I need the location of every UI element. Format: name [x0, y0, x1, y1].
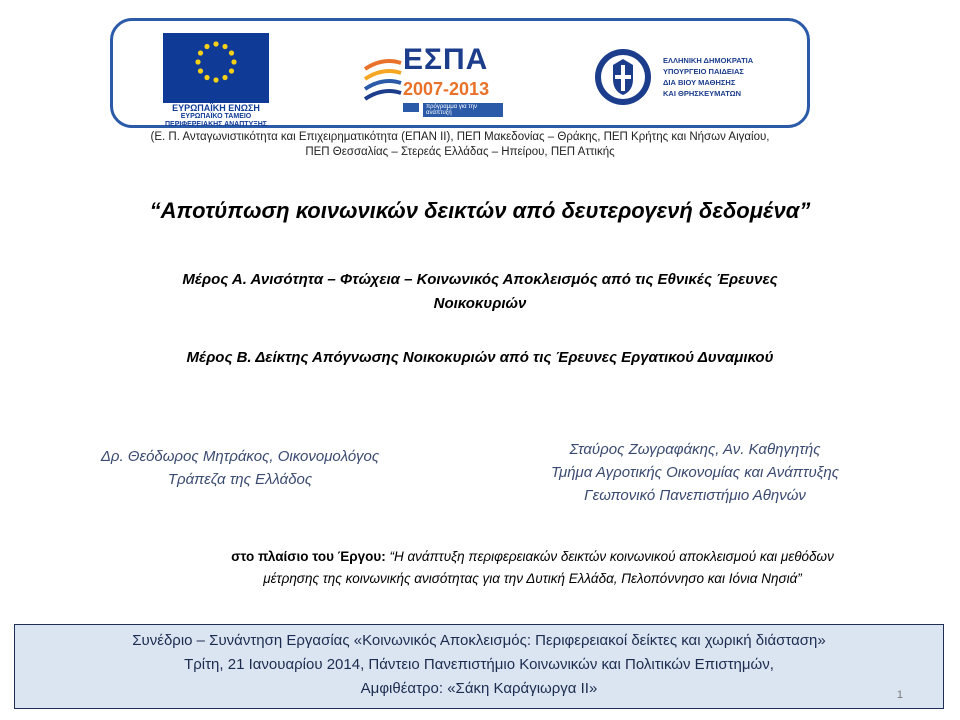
project-context: [120, 546, 945, 590]
author-left-org: Τράπεζα της Ελλάδος: [167, 471, 313, 488]
author-left: [40, 445, 440, 491]
eu-label: ΕΥΡΩΠΑΪΚΗ ΕΝΩΣΗ: [172, 103, 260, 113]
presentation-title: “Αποτύπωση κοινωνικών δεικτών από δευτερογενή δεδομένα”: [149, 198, 811, 223]
programs-line1: (Ε. Π. Ανταγωνιστικότητα και Επιχειρηματικότητα (ΕΠΑΝ ΙΙ), ΠΕΠ Μακεδονίας – Θράκης, ΠΕΠ Κρήτης και Νήσων Αιγαίου,: [150, 131, 770, 143]
espa-years: 2007-2013: [403, 79, 490, 99]
espa-logo: [363, 39, 503, 119]
conference-footer: [14, 624, 944, 709]
espa-tagline: πρόγραμμα για την ανάπτυξη: [423, 103, 503, 117]
context-line2: μέτρησης της κοινωνικής ανισότητας για την Δυτική Ελλάδα, Πελοπόννησο και Ιόνια Νησιά”: [263, 571, 802, 586]
part-b-heading: Μέρος Β. Δείκτης Απόγνωσης Νοικοκυριών από τις Έρευνες Εργατικού Δυναμικού: [186, 349, 774, 366]
programs-line2: ΠΕΠ Θεσσαλίας – Στερεάς Ελλάδας – Ηπείρου, ΠΕΠ Αττικής: [305, 146, 615, 158]
ministry-name: [663, 55, 803, 99]
page-number: 1: [896, 689, 903, 701]
eu-logo-text: [153, 103, 279, 129]
author-left-name: Δρ. Θεόδωρος Μητράκος, Οικονομολόγος: [100, 448, 380, 465]
programs-list: [110, 130, 810, 160]
eu-fund2: ΠΕΡΙΦΕΡΕΙΑΚΗΣ ΑΝΑΠΤΥΞΗΣ: [164, 121, 267, 128]
context-lead: στο πλαίσιο του Έργου:: [231, 549, 386, 564]
part-a-line1: Μέρος Α. Ανισότητα – Φτώχεια – Κοινωνικός Αποκλεισμός από τις Εθνικές Έρευνες: [182, 271, 778, 288]
author-right-dept: Τμήμα Αγροτικής Οικονομίας και Ανάπτυξης: [550, 464, 840, 481]
greek-state-seal-icon: [593, 47, 653, 107]
author-right-org: Γεωπονικό Πανεπιστήμιο Αθηνών: [584, 487, 806, 504]
author-right: [480, 438, 910, 507]
eu-flag-icon: [163, 33, 269, 103]
footer-line3: Αμφιθέατρο: «Σάκη Καράγιωργα ΙΙ»: [360, 680, 598, 697]
eu-fund: ΕΥΡΩΠΑΪΚΟ ΤΑΜΕΙΟ: [180, 113, 252, 120]
footer-line1: Συνέδριο – Συνάντηση Εργασίας «Κοινωνικός Αποκλεισμός: Περιφερειακοί δείκτες και χωρική διάσταση»: [132, 632, 826, 649]
ministry-line: ΥΠΟΥΡΓΕΙΟ ΠΑΙΔΕΙΑΣ: [663, 67, 744, 76]
context-line1-text: “Η ανάπτυξη περιφερειακών δεικτών κοινωνικού αποκλεισμού και μεθόδων: [385, 549, 834, 564]
part-a-heading: [60, 268, 900, 316]
header-banner: [110, 18, 810, 128]
greek-flag-icon: [403, 103, 419, 112]
espa-title: ΕΣΠΑ: [403, 43, 489, 76]
part-a-line2: Νοικοκυριών: [433, 295, 527, 312]
ministry-line: ΚΑΙ ΘΡΗΣΚΕΥΜΑΤΩΝ: [663, 89, 742, 98]
footer-line2: Τρίτη, 21 Ιανουαρίου 2014, Πάντειο Πανεπιστήμιο Κοινωνικών και Πολιτικών Επιστημών,: [184, 656, 774, 673]
author-right-name: Σταύρος Ζωγραφάκης, Αν. Καθηγητής: [569, 441, 821, 458]
ministry-line: ΕΛΛΗΝΙΚΗ ΔΗΜΟΚΡΑΤΙΑ: [663, 56, 754, 65]
ministry-line: ΔΙΑ ΒΙΟΥ ΜΑΘΗΣΗΣ: [663, 78, 736, 87]
espa-swoosh-icon: [363, 49, 403, 109]
context-line1: [120, 546, 945, 568]
